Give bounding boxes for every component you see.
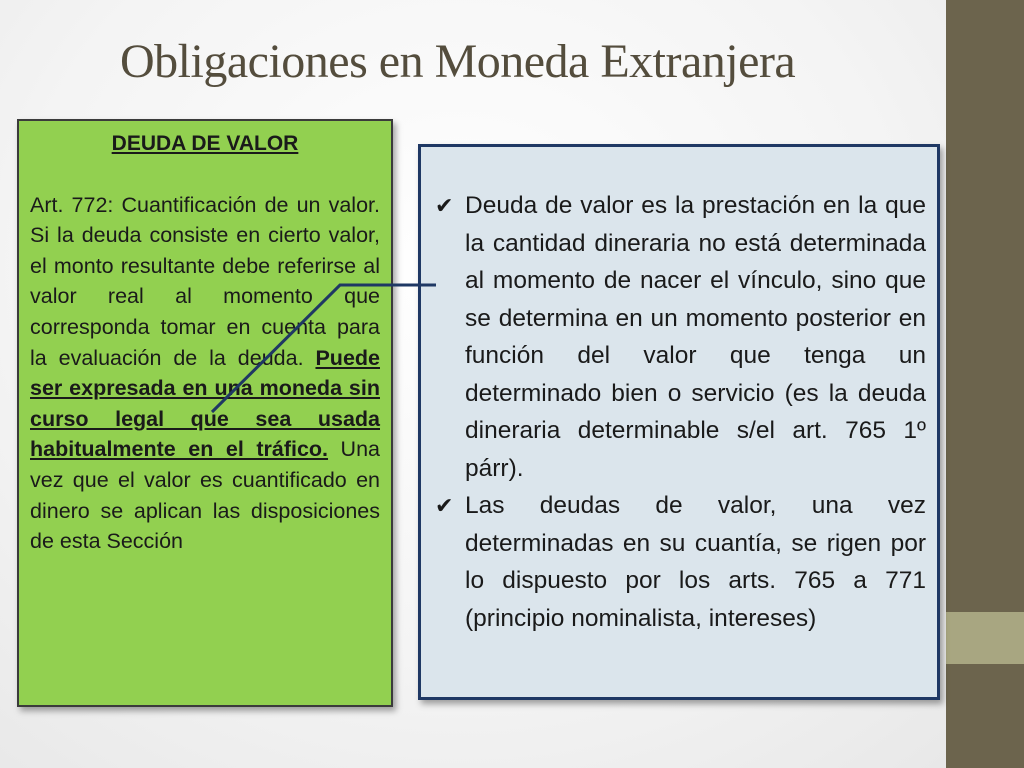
checkmark-icon: ✔ bbox=[435, 493, 454, 518]
deuda-de-valor-heading: DEUDA DE VALOR bbox=[111, 132, 299, 155]
bullet-item bbox=[435, 187, 926, 487]
deuda-de-valor-box bbox=[17, 119, 393, 707]
article-text-tail: Una vez que el valor es cuantificado en dinero se aplican las disposiciones de esta Sección bbox=[30, 437, 380, 554]
checkmark-icon: ✔ bbox=[435, 193, 454, 218]
bullet-item bbox=[435, 487, 926, 637]
slide-title: Obligaciones en Moneda Extranjera bbox=[120, 35, 796, 88]
article-772-text bbox=[30, 190, 380, 557]
sidebar-accent-bottom bbox=[946, 664, 1024, 768]
bullet-text: Las deudas de valor, una vez determinadas en su cuantía, se rigen por lo dispuesto por los arts. 765 a 771 (principio nominalista, intereses) bbox=[465, 492, 926, 632]
sidebar-accent-top bbox=[946, 0, 1024, 612]
article-text-emphasis: Puede ser expresada en una moneda sin curso legal que sea usada habitualmente en el tráfico. bbox=[30, 345, 380, 462]
sidebar-accent-band bbox=[946, 612, 1024, 664]
definition-box bbox=[418, 144, 940, 700]
article-text-normal: Art. 772: Cuantificación de un valor. Si la deuda consiste en cierto valor, el monto resultante debe referirse al valor real al momento que corresponda tomar en cuenta para la evaluación de la deuda. bbox=[30, 192, 380, 370]
bullet-text: Deuda de valor es la prestación en la que la cantidad dineraria no está determinada al momento de nacer el vínculo, sino que se determina en un momento posterior en función del valor que tenga un determinado bien o servicio (es la deuda dineraria determinable s/el art. 765 1º párr). bbox=[465, 192, 926, 482]
